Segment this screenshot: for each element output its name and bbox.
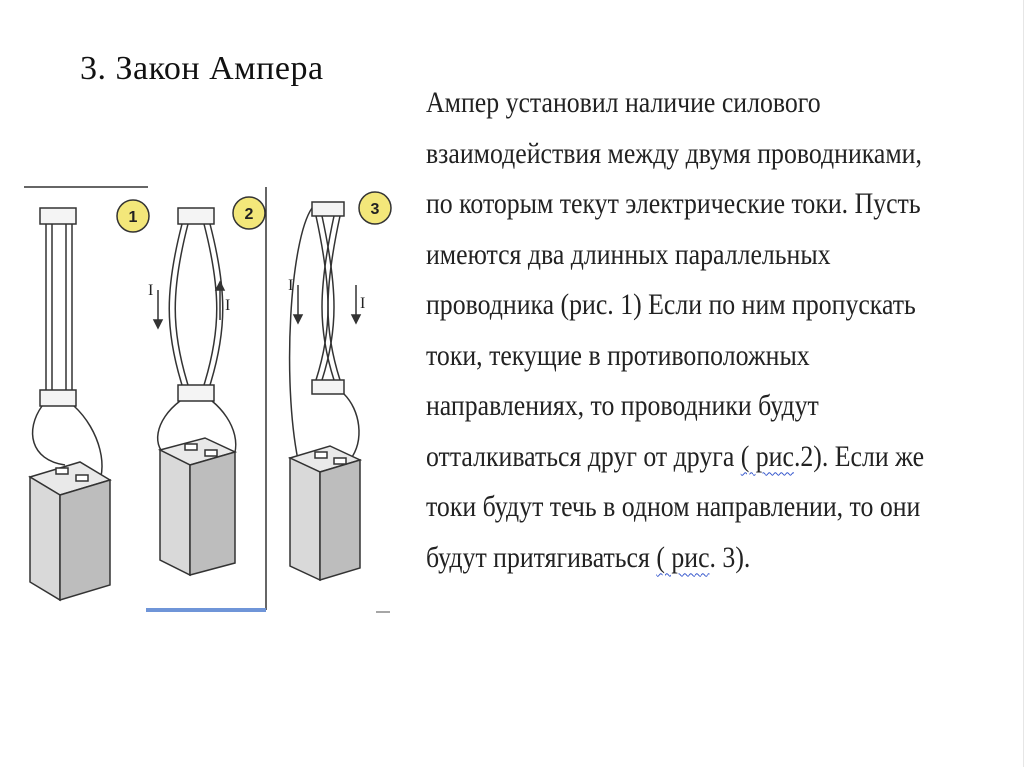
paragraph-line: по которым текут электрические токи. Пусть	[426, 187, 921, 220]
paragraph-line: направлениях, то проводники будут	[426, 389, 819, 422]
figure-3-attracting-conductors	[290, 202, 360, 580]
current-label: I	[360, 295, 366, 312]
figure-1-parallel-conductors	[30, 208, 110, 600]
ampere-illustration	[20, 180, 400, 620]
paragraph-line: будут притягиваться ( рис. 3).	[426, 540, 751, 574]
figure-2-repelling-conductors	[158, 208, 236, 575]
svg-text:1: 1	[128, 209, 138, 226]
body-paragraph	[426, 78, 925, 583]
paragraph-line: отталкиваться друг от друга ( рис.2). Если же	[426, 439, 925, 473]
paragraph-line: взаимодействия между двумя проводниками,	[426, 136, 922, 170]
current-label: I	[288, 277, 294, 294]
slide-title: 3. Закон Ампера	[80, 50, 324, 87]
spellcheck-underline: ( рис	[740, 439, 794, 473]
figure-badge-2	[233, 197, 265, 229]
paragraph-line: токи, текущие в противоположных	[426, 338, 810, 372]
current-arrows-fig2	[154, 282, 224, 328]
current-label: I	[148, 282, 154, 299]
paragraph-line: имеются два длинных параллельных	[426, 237, 831, 271]
current-label: I	[225, 297, 231, 314]
spellcheck-underline: ( рис	[656, 540, 710, 574]
svg-text:2: 2	[244, 206, 254, 223]
paragraph-line: проводника (рис. 1) Если по ним пропускать	[426, 288, 916, 321]
svg-text:3: 3	[370, 201, 380, 218]
paragraph-line: Ампер установил наличие силового	[426, 86, 821, 119]
figure-badge-3	[359, 192, 391, 224]
illustration-svg	[20, 180, 400, 620]
paragraph-line: токи будут течь в одном направлении, то они	[426, 490, 921, 523]
figure-badge-1	[117, 200, 149, 232]
